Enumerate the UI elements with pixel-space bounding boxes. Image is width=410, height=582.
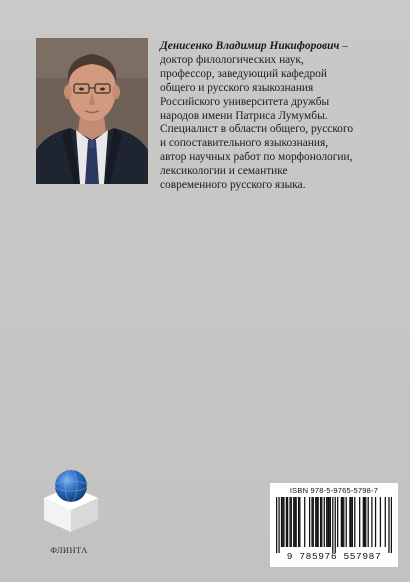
barcode-bar [315, 497, 316, 547]
barcode-bar [359, 497, 360, 547]
author-photo [36, 38, 148, 184]
barcode-bar [291, 497, 292, 547]
barcode-bar [350, 497, 351, 547]
barcode-bar [329, 497, 330, 547]
publisher-name: ФЛИНТА [50, 545, 88, 555]
barcode-bar [364, 497, 365, 547]
barcode-bar [293, 497, 294, 547]
isbn-barcode-block [270, 483, 398, 567]
barcode-bar [326, 497, 327, 547]
barcode-bar [304, 497, 305, 547]
barcode-bar [324, 497, 325, 547]
barcode-bar [337, 497, 338, 547]
author-name-dash: – [339, 40, 348, 52]
bio-line: Российского университета дружбы [160, 95, 330, 108]
bio-line: общего и русского языкознания [160, 81, 314, 94]
barcode-bar [313, 497, 314, 547]
barcode-bar [335, 497, 336, 553]
barcode-bar [321, 497, 322, 547]
barcode-bar [368, 497, 369, 547]
barcode-bar [316, 497, 317, 547]
barcode-bar [385, 497, 386, 547]
barcode-bar [276, 497, 277, 553]
barcode-bar [371, 497, 372, 547]
barcode-bar [343, 497, 344, 547]
bio-line: профессор, заведующий кафедрой [160, 67, 327, 80]
barcode-bar [346, 497, 347, 547]
author-name: Денисенко Владимир Никифорович [160, 40, 340, 52]
barcode-bar [365, 497, 366, 547]
barcode-bar [327, 497, 328, 547]
bio-line: лексикологии и семантике [160, 165, 288, 178]
barcode-bar [282, 497, 283, 547]
barcode-bar [309, 497, 310, 547]
barcode-bar [330, 497, 331, 547]
barcode-bar [341, 497, 342, 547]
barcode-bar [388, 497, 389, 553]
barcode-bar [318, 497, 319, 547]
barcode-bar [278, 497, 279, 553]
barcode-bar [283, 497, 284, 547]
barcode-bar [296, 497, 297, 547]
barcode-bar [354, 497, 355, 547]
barcode-bar [363, 497, 364, 547]
barcode-bar [287, 497, 288, 547]
barcode-bar [298, 497, 299, 547]
barcode-bar [281, 497, 282, 547]
barcode-bar [342, 497, 343, 547]
barcode-bar [391, 497, 392, 553]
author-biography [160, 40, 396, 193]
bio-line: автор научных работ по морфонологии, [160, 151, 353, 164]
bio-line: и сопоставительного языкознания, [160, 137, 329, 150]
barcode-digits: 9 785976 557987 [286, 551, 382, 562]
bio-line: доктор филологических наук, [160, 53, 304, 66]
barcode-bar [289, 497, 290, 547]
bio-line: Специалист в области общего, русского [160, 123, 354, 136]
barcode-bar [286, 497, 287, 547]
barcode-bar [375, 497, 376, 547]
barcode-bar [349, 497, 350, 547]
isbn-label: ISBN 978-5-9765-5798-7 [289, 486, 379, 495]
barcode-bar [299, 497, 300, 547]
barcode-bar [352, 497, 353, 547]
bio-line: современного русского языка. [160, 179, 306, 192]
author-portrait-drawing [36, 38, 148, 184]
barcode-bar [380, 497, 381, 547]
barcode-bar [332, 497, 333, 553]
barcode-bars [276, 497, 392, 553]
barcode-bar [294, 497, 295, 547]
barcode-bar [311, 497, 312, 547]
barcode-bar [320, 497, 321, 547]
globe-cube-logo-icon [38, 464, 104, 534]
bio-line: народов имени Патриса Лумумбы. [160, 109, 328, 122]
bio-heading-line [160, 40, 396, 54]
